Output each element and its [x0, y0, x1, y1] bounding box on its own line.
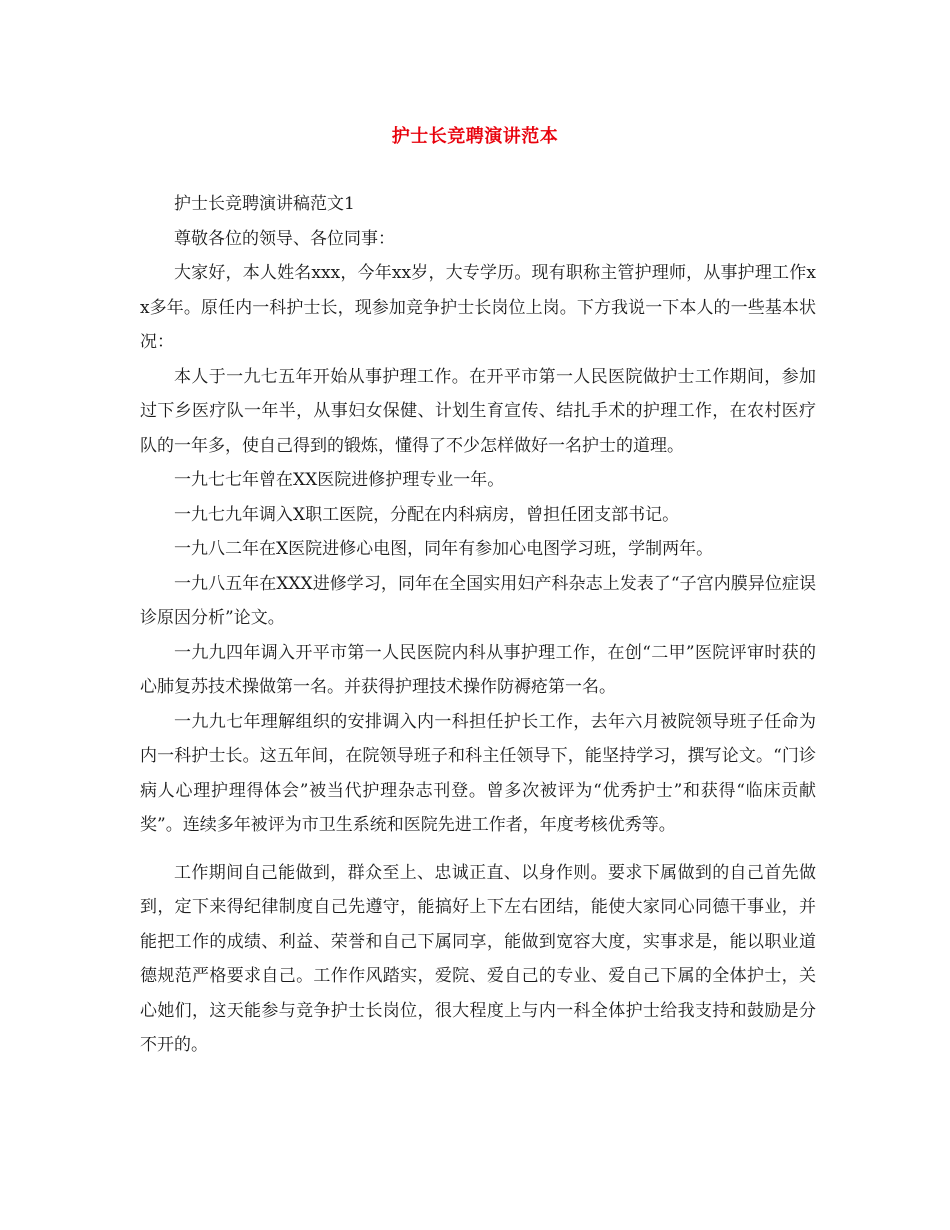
paragraph-1977: 一九七七年曾在XX医院进修护理专业一年。	[174, 470, 505, 490]
paragraph-subtitle: 护士长竞聘演讲稿范文1	[174, 194, 355, 214]
paragraph-gap	[140, 843, 816, 856]
paragraph-1994: 一九九四年调入开平市第一人民医院内科从事护理工作，在创“二甲”医院评审时获的心肺复苏技术操做第一名。并获得护理技术操作防褥疮第一名。	[140, 642, 816, 697]
paragraph-career-start: 本人于一九七五年开始从事护理工作。在开平市第一人民医院做护士工作期间，参加过下乡医疗队一年半，从事妇女保健、计划生育宣传、结扎手术的护理工作，在农村医疗队的一年多，使自己得到的锻炼，懂得了不少怎样做好一名护士的道理。	[140, 366, 816, 456]
document-body	[140, 187, 816, 1063]
paragraph-1997: 一九九七年理解组织的安排调入内一科担任护长工作，去年六月被院领导班子任命为内一科护士长。这五年间，在院领导班子和科主任领导下，能坚持学习，撰写论文。“门诊病人心理护理得体会”被当代护理杂志刊登。曾多次被评为“优秀护士”和获得“临床贡献奖”。连续多年被评为市卫生系统和医院先进工作者，年度考核优秀等。	[140, 711, 816, 835]
paragraph-1982: 一九八二年在X医院进修心电图，同年有参加心电图学习班，学制两年。	[174, 539, 714, 559]
paragraph-work-attitude: 工作期间自己能做到，群众至上、忠诚正直、以身作则。要求下属做到的自己首先做到，定下来得纪律制度自己先遵守，能搞好上下左右团结，能使大家同心同德干事业，并能把工作的成绩、利益、荣誉和自己下属同享，能做到宽容大度，实事求是，能以职业道德规范严格要求自己。工作作风踏实，爱院、爱自己的专业、爱自己下属的全体护士，关心她们，这天能参与竞争护士长岗位，很大程度上与内一科全体护士给我支持和鼓励是分不开的。	[140, 862, 816, 1055]
paragraph-1985: 一九八五年在XXX进修学习，同年在全国实用妇产科杂志上发表了“子宫内膜异位症误诊原因分析”论文。	[140, 573, 816, 628]
paragraph-salutation: 尊敬各位的领导、各位同事：	[174, 228, 395, 249]
document-title: 护士长竞聘演讲范本	[391, 126, 559, 147]
paragraph-introduction: 大家好，本人姓名xxx，今年xx岁，大专学历。现有职称主管护理师，从事护理工作xx多年。原任内一科护士长，现参加竞争护士长岗位上岗。下方我说一下本人的一些基本状况：	[140, 263, 816, 352]
paragraph-1979: 一九七九年调入X职工医院，分配在内科病房，曾担任团支部书记。	[174, 504, 680, 525]
